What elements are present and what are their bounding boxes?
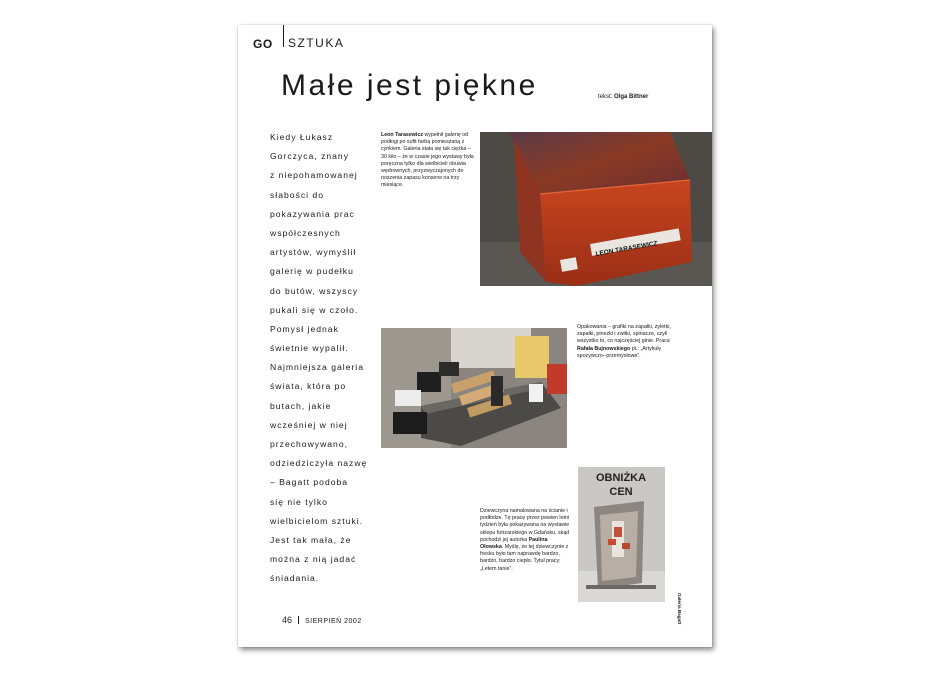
- byline-prefix: tekst:: [598, 94, 613, 100]
- body-line: galerię w pudełku: [270, 266, 354, 277]
- caption-artist-name: Leon Tarasewicz: [381, 132, 423, 138]
- body-line: współczesnych: [270, 227, 341, 238]
- caption-text-a: Dziewczyna namalowana na ścianie i podłodze. Tę pracę przez pewien letni tydzień była pokazywana na wystawie sklepu futrzarskiego w Gdańsku, skąd pochodzi jej autorka: [480, 508, 570, 543]
- body-line: Kiedy Łukasz: [270, 132, 334, 142]
- byline-author: Olga Bittner: [614, 94, 649, 100]
- body-line: Najmniejsza galeria: [270, 362, 364, 373]
- body-line: wcześniej w niej: [270, 419, 348, 430]
- section-divider: [283, 25, 284, 47]
- photo-painted-box-image: [480, 132, 712, 286]
- caption-leon-tarasewicz: [381, 132, 476, 190]
- caption-text-a: Opakowania – grafiki na zapałki, żyletki, zapałki, pinezki i zwitki, spinacze, czyli wszystko to, co najczęściej ginie. Praca: [577, 324, 671, 345]
- body-line: do butów, wszyscy: [270, 285, 359, 296]
- body-line: przechowywano,: [270, 439, 349, 449]
- caption-text-b: pt.: „Artykuły spożywczo--przemysłowe”.: [577, 345, 662, 359]
- photo-matchbox-artworks-image: [381, 328, 567, 448]
- photo-painted-box: [480, 132, 712, 286]
- photo-sign-line2: CEN: [609, 486, 633, 498]
- body-line: Jest tak mała, że: [270, 534, 352, 545]
- body-line: pokazywania prac: [270, 208, 355, 219]
- section-tag: GO: [253, 37, 273, 51]
- photo-shop-window-image: [578, 467, 665, 602]
- article-body: [270, 128, 374, 589]
- section-name: SZTUKA: [288, 36, 345, 50]
- body-line: słabości do: [270, 189, 324, 200]
- photo-sign-line1: OBNIŻKA: [595, 472, 647, 484]
- body-line: pukali się w czoło.: [270, 304, 359, 315]
- issue-date: SIERPIEŃ 2002: [305, 618, 362, 625]
- photo-shop-window: [578, 467, 665, 602]
- footer-divider: [298, 616, 299, 624]
- caption-artist-name: Rafała Bujnowskiego: [577, 345, 631, 352]
- page-number: 46: [282, 615, 293, 625]
- magazine-page: [238, 25, 712, 647]
- body-line: się nie tylko: [270, 496, 328, 507]
- page-footer: [282, 615, 362, 625]
- body-line: butach, jakie: [270, 400, 332, 411]
- caption-text-b: . Myślę, że tej dziewczynie z fresku było tam naprawdę bardzo, bardzo, bardzo ciepło. Tytuł pracy: „Letem tanie”.: [480, 544, 569, 572]
- body-line: artystów, wymyślił: [270, 247, 357, 258]
- photo-credit: Galeria Bagatt: [677, 593, 682, 625]
- photo-box-label: LEON TARASEWICZ: [595, 240, 659, 258]
- caption-artist-name: Paulina Ołowska: [480, 536, 548, 551]
- body-line: świetnie wypalił.: [270, 343, 349, 354]
- body-line: wielbicielom sztuki.: [270, 515, 364, 526]
- body-line: Gorczyca, znany: [270, 151, 349, 162]
- body-line: śniadania.: [270, 573, 320, 584]
- article-title: Małe jest piękne: [281, 69, 538, 102]
- caption-text: wypełnił galerię od podłogi po sufit farbą pomieszaną z cynkiem. Galeria stała się tak ciężka – 30 kilo – że w czasie jego wystawy była poręczna tylko dla wielbicieli obuwia wędrownych, przyzwyczajonych do noszenia zapasu konserw na trzy miesiące.: [381, 132, 474, 189]
- body-line: świata, która po: [270, 381, 347, 392]
- byline: [598, 94, 648, 100]
- body-line: odziedziczyła nazwę: [270, 458, 368, 469]
- body-line: Pomysł jednak: [270, 323, 339, 334]
- photo-matchbox-artworks: [381, 328, 567, 448]
- body-line: z niepohamowanej: [270, 170, 358, 181]
- caption-paulina-olowska: [480, 508, 572, 573]
- body-line: można z nią jadać: [270, 554, 357, 565]
- body-line: – Bagatt podoba: [270, 477, 349, 488]
- caption-rafal-bujnowski: [577, 324, 687, 360]
